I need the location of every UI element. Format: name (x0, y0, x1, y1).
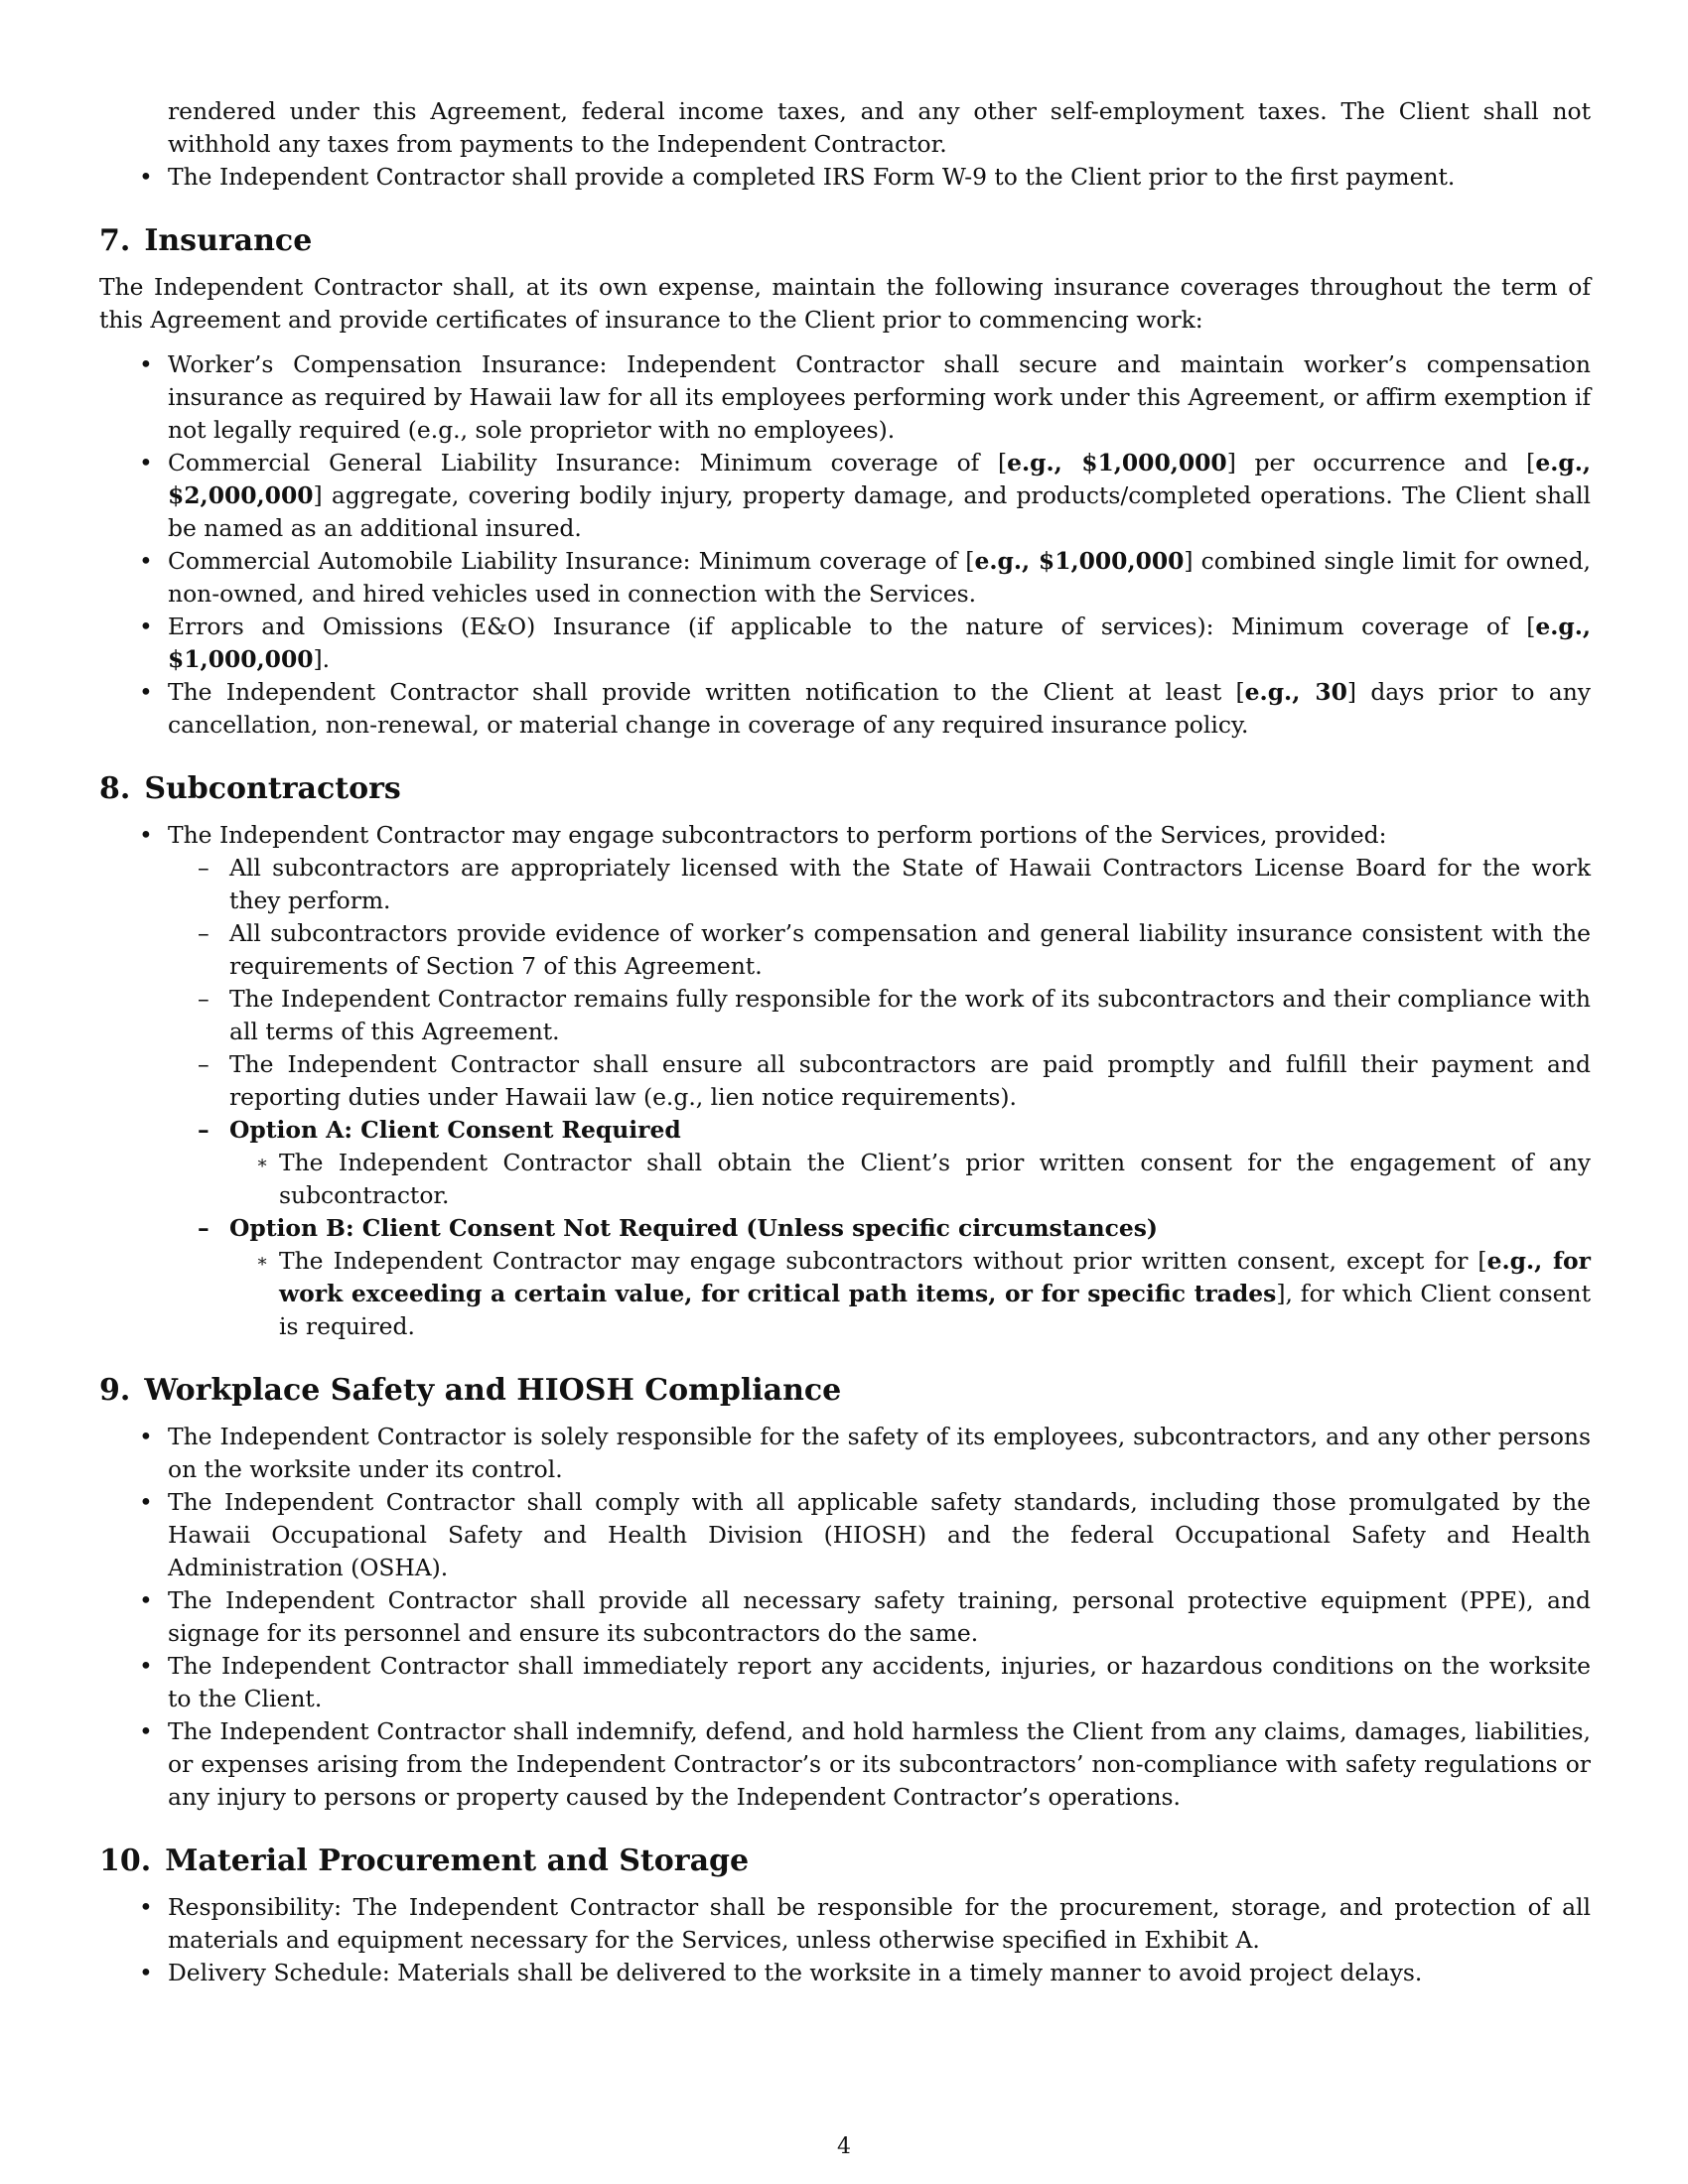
option-b: – Option B: Client Consent Not Required (Unless specific circumstances) ∗ The Independent Contractor may engage subcontractors without prior written consent, except for [e.g., for work exceeding a certain value, for critical path items, or for specific trades], for which Client consent is required. (168, 1212, 1591, 1343)
list-item: • The Independent Contractor may engage subcontractors to perform portions of the Services, provided: – All subcontractors are appropriately licensed with the State of Hawaii Contractors License Board for the work they perform. – All subcontractors provide evidence of worker’s compensation and general liability insurance consistent with the requirements of Section 7 of this Agreement. – The Independent Contractor remains fully responsible for the work of its subcontractors and their compliance with all terms of this Agreement. – The Independent Contractor shall ensure all subcontractors are paid promptly and fulfill their payment and reporting duties under Hawaii law (e.g., lien notice requirements). – Option A: Client Consent Required ∗ The Independent Contractor shall obtain the Client’s prior written consent for the engagement of any subcontractor. – Option B: Client Consent Not Required (Unless specific circumstances) ∗ The Independent Contractor may engage subcontractors without prior written consent, except for [e.g., for work exceeding a certain value, for critical path items, or for specific trades], for which Client consent is required. (99, 819, 1591, 1343)
bullet-icon: • (139, 678, 153, 706)
subcontractor-conditions-list (168, 852, 1591, 1343)
list-item: • The Independent Contractor shall indemnify, defend, and hold harmless the Client from any claims, damages, liabilities, or expenses arising from the Independent Contractor’s or its subcontractors’ non-compliance with safety regulations or any injury to persons or property caused by the Independent Contractor’s operations. (139, 1717, 1591, 1811)
bullet-icon: • (139, 1488, 153, 1516)
subcontractors-list (99, 819, 1591, 1343)
list-item: • The Independent Contractor shall comply with all applicable safety standards, including those promulgated by the Hawaii Occupational Safety and Health Division (HIOSH) and the federal Occupational Safety and Health Administration (OSHA). (139, 1488, 1591, 1581)
bullet-icon: • (139, 613, 153, 640)
list-item: • Errors and Omissions (E&O) Insurance (if applicable to the nature of services): Minimum coverage of [e.g., $1,000,000]. (139, 613, 1591, 673)
bullet-icon: • (139, 821, 153, 849)
insurance-list (99, 348, 1591, 742)
section-6-tail-list (99, 161, 1591, 194)
list-item: • The Independent Contractor shall provide all necessary safety training, personal protective equipment (PPE), and signage for its personnel and ensure its subcontractors do the same. (139, 1586, 1591, 1647)
list-item: – The Independent Contractor remains fully responsible for the work of its subcontractors and their compliance with all terms of this Agreement. (198, 985, 1591, 1045)
document-page (99, 95, 1591, 1989)
list-item: • The Independent Contractor shall provide written notification to the Client at least [e.g., 30] days prior to any cancellation, non-renewal, or material change in coverage of any required insurance policy. (139, 678, 1591, 739)
list-item: • The Independent Contractor shall provide a completed IRS Form W-9 to the Client prior to the first payment. (99, 161, 1591, 194)
list-item: • Commercial General Liability Insurance: Minimum coverage of [e.g., $1,000,000] per occurrence and [e.g., $2,000,000] aggregate, covering bodily injury, property damage, and products/completed operations. The Client shall be named as an additional insured. (139, 449, 1591, 542)
list-item: ∗ The Independent Contractor shall obtain the Client’s prior written consent for the engagement of any subcontractor. (256, 1149, 1591, 1209)
bullet-icon: • (139, 1717, 153, 1745)
bullet-icon: • (139, 1586, 153, 1614)
bullet-icon: • (139, 1652, 153, 1680)
list-item: ∗ The Independent Contractor may engage subcontractors without prior written consent, except for [e.g., for work exceeding a certain value, for critical path items, or for specific trades], for which Client consent is required. (256, 1247, 1591, 1340)
dash-icon: – (198, 919, 210, 947)
option-a: – Option A: Client Consent Required ∗ The Independent Contractor shall obtain the Client’s prior written consent for the engagement of any subcontractor. (168, 1114, 1591, 1212)
asterisk-icon: ∗ (256, 1251, 269, 1272)
bullet-icon: • (139, 1893, 153, 1921)
section-heading-subcontractors: 8. Subcontractors (99, 771, 401, 806)
list-item: – All subcontractors provide evidence of worker’s compensation and general liability insurance consistent with the requirements of Section 7 of this Agreement. (198, 919, 1591, 980)
bullet-icon: • (139, 449, 153, 477)
section-heading-insurance: 7. Insurance (99, 223, 313, 258)
dash-icon: – (198, 1116, 210, 1144)
list-item: • The Independent Contractor is solely responsible for the safety of its employees, subcontractors, and any other persons on the worksite under its control. (139, 1423, 1591, 1483)
page-number: 4 (837, 2134, 851, 2159)
bullet-icon: • (139, 1423, 153, 1450)
bullet-icon: • (139, 1959, 153, 1986)
list-item: – All subcontractors are appropriately licensed with the State of Hawaii Contractors License Board for the work they perform. (198, 854, 1591, 914)
insurance-intro: The Independent Contractor shall, at its own expense, maintain the following insurance coverages throughout the term of this Agreement and provide certificates of insurance to the Client prior to commencing work: (99, 273, 1591, 334)
bullet-icon: • (139, 547, 153, 575)
list-item: • The Independent Contractor shall immediately report any accidents, injuries, or hazardous conditions on the worksite to the Client. (139, 1652, 1591, 1712)
continued-paragraph: rendered under this Agreement, federal income taxes, and any other self-employment taxes. The Client shall not withhold any taxes from payments to the Independent Contractor. (168, 97, 1591, 158)
bullet-icon: • (139, 163, 153, 191)
list-item: • Commercial Automobile Liability Insurance: Minimum coverage of [e.g., $1,000,000] combined single limit for owned, non-owned, and hired vehicles used in connection with the Services. (139, 547, 1591, 608)
list-item: • Responsibility: The Independent Contractor shall be responsible for the procurement, storage, and protection of all materials and equipment necessary for the Services, unless otherwise specified in Exhibit A. (139, 1893, 1591, 1954)
list-item: • Delivery Schedule: Materials shall be delivered to the worksite in a timely manner to avoid project delays. (99, 1957, 1591, 1989)
dash-icon: – (198, 985, 210, 1013)
section-heading-materials: 10. Material Procurement and Storage (99, 1843, 750, 1878)
safety-list (99, 1421, 1591, 1814)
dash-icon: – (198, 854, 210, 882)
list-item: – The Independent Contractor shall ensure all subcontractors are paid promptly and fulfill their payment and reporting duties under Hawaii law (e.g., lien notice requirements). (198, 1050, 1591, 1111)
dash-icon: – (198, 1214, 210, 1242)
list-item: • Worker’s Compensation Insurance: Independent Contractor shall secure and maintain worker’s compensation insurance as required by Hawaii law for all its employees performing work under this Agreement, or affirm exemption if not legally required (e.g., sole proprietor with no employees). (139, 350, 1591, 444)
dash-icon: – (198, 1050, 210, 1078)
materials-list (99, 1891, 1591, 1989)
section-heading-safety: 9. Workplace Safety and HIOSH Compliance (99, 1373, 842, 1408)
bullet-icon: • (139, 350, 153, 378)
asterisk-icon: ∗ (256, 1153, 269, 1173)
